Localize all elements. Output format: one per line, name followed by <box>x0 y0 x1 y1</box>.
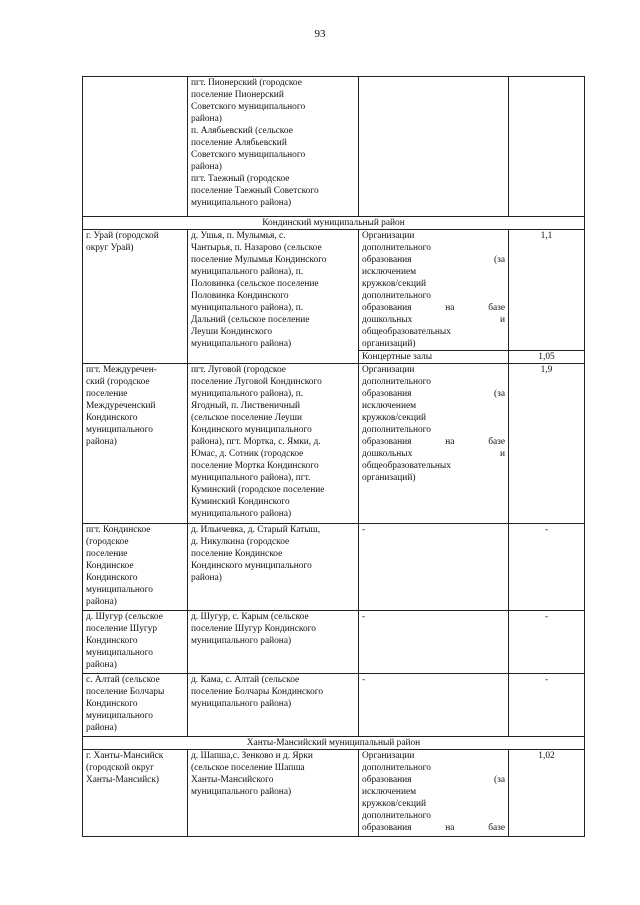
table-row <box>83 77 585 217</box>
table-row <box>83 230 585 351</box>
organization-type-cell: Организации дополнительного образования (за исключением кружков/секций дополнительного образования на базе <box>359 750 509 837</box>
organization-type-cell <box>359 77 509 217</box>
coefficient-cell <box>509 77 585 217</box>
localities-cell: пгт. Луговой (городское поселение Луговой Кондинского муниципального района), п. Ягодный, п. Лиственичный (сельское поселение Леуши Кондинского муниципального района), пгт. Мортка, с. Ямки, д. Юмас, д. Сотник (городское поселение Мортка Кондинского муниципального района), пгт. Куминский (городское поселение Куминский Кондинского муниципального района) <box>188 364 359 524</box>
organization-type-cell: Организации дополнительного образования (за исключением кружков/секций дополнительного образования на базе дошкольных и общеобразовательных организаций) <box>359 230 509 351</box>
organization-type-cell: Концертные залы <box>359 351 509 364</box>
organization-type-cell: - <box>359 611 509 674</box>
coefficient-cell: 1,02 <box>509 750 585 837</box>
table-row <box>83 524 585 611</box>
settlement-cell: с. Алтай (сельское поселение Болчары Кондинского муниципального района) <box>83 674 188 737</box>
coefficient-cell: - <box>509 611 585 674</box>
settlement-cell: пгт. Кондинское (городское поселение Кондинское Кондинского муниципального района) <box>83 524 188 611</box>
coefficient-cell: 1,9 <box>509 364 585 524</box>
localities-cell: д. Кама, с. Алтай (сельское поселение Болчары Кондинского муниципального района) <box>188 674 359 737</box>
page-number: 93 <box>314 28 326 40</box>
coefficient-cell: 1,1 <box>509 230 585 351</box>
settlement-cell: г. Урай (городской округ Урай) <box>83 230 188 364</box>
table-row <box>83 611 585 674</box>
coefficient-cell: 1,05 <box>509 351 585 364</box>
table-row <box>83 674 585 737</box>
coefficient-cell: - <box>509 524 585 611</box>
settlement-cell: пгт. Междуречен- ский (городское поселение Междуреченский Кондинского муниципального района) <box>83 364 188 524</box>
organization-type-cell: - <box>359 524 509 611</box>
district-heading: Ханты-Мансийский муниципальный район <box>83 737 585 750</box>
district-heading: Кондинский муниципальный район <box>83 217 585 230</box>
localities-cell: д. Шапша,с. Зенково и д. Ярки (сельское поселение Шапша Ханты-Мансийского муниципального района) <box>188 750 359 837</box>
settlement-cell: г. Ханты-Мансийск (городской округ Ханты-Мансийск) <box>83 750 188 837</box>
organization-type-cell: - <box>359 674 509 737</box>
section-row <box>83 737 585 750</box>
localities-cell: д. Ушья, п. Мулымья, с. Чантырья, п. Назарово (сельское поселение Мулымья Кондинского муниципального района), п. Половинка (сельское поселение Половинка Кондинского муниципального района), п. Дальний (сельское поселение Леуши Кондинского муниципального района) <box>188 230 359 364</box>
organization-type-cell: Организации дополнительного образования (за исключением кружков/секций дополнительного образования на базе дошкольных и общеобразовательных организаций) <box>359 364 509 524</box>
localities-cell: д. Шугур, с. Карым (сельское поселение Шугур Кондинского муниципального района) <box>188 611 359 674</box>
localities-cell: д. Ильичевка, д. Старый Катыш, д. Никулкина (городское поселение Кондинское Кондинского муниципального района) <box>188 524 359 611</box>
table-row <box>83 750 585 837</box>
table-row <box>83 364 585 524</box>
localities-cell: пгт. Пионерский (городское поселение Пионерский Советского муниципального района) п. Алябьевский (сельское поселение Алябьевский Советского муниципального района) пгт. Таежный (городское поселение Таежный Советского муниципального района) <box>188 77 359 217</box>
coefficient-cell: - <box>509 674 585 737</box>
settlement-cell <box>83 77 188 217</box>
document-table <box>82 76 585 837</box>
settlement-cell: д. Шугур (сельское поселение Шугур Кондинского муниципального района) <box>83 611 188 674</box>
section-row <box>83 217 585 230</box>
